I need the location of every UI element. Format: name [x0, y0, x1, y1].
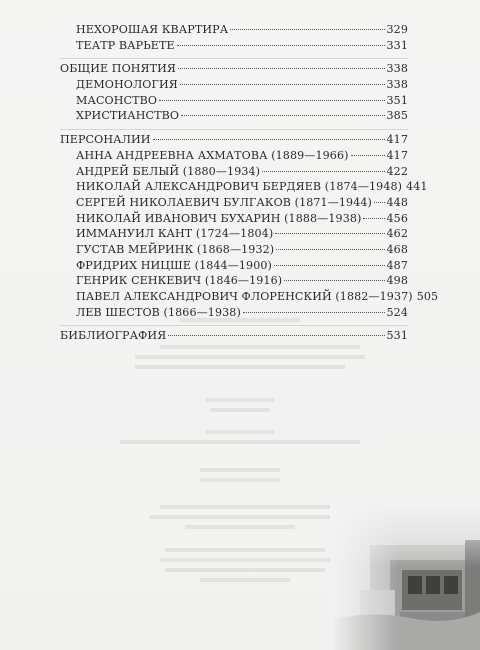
- toc-entry-title: СЕРГЕЙ НИКОЛАЕВИЧ БУЛГАКОВ (1871—1944): [76, 195, 372, 209]
- toc-entry: [60, 23, 408, 39]
- toc-section-title: ПЕРСОНАЛИИ: [60, 133, 151, 147]
- toc-section-title: БИБЛИОГРАФИЯ: [60, 329, 167, 343]
- toc-entry-title: АНДРЕЙ БЕЛЫЙ (1880—1934): [76, 164, 261, 178]
- toc-entry-title: МАСОНСТВО: [76, 93, 158, 107]
- bleed-through-line: [205, 398, 275, 402]
- toc-entry-title: ГУСТАВ МЕЙРИНК (1868—1932): [76, 242, 275, 256]
- toc-leader: [177, 45, 385, 46]
- toc-section-page: 531: [386, 329, 408, 343]
- toc-entry-title: ФРИДРИХ НИЦШЕ (1844—1900): [76, 258, 272, 272]
- bleed-through-line: [160, 505, 340, 509]
- toc-entry-title: ГЕНРИК СЕНКЕВИЧ (1846—1916): [76, 274, 283, 288]
- toc-entry-page: 505: [416, 290, 439, 303]
- bleed-through-line: [185, 525, 295, 529]
- toc-entry: [60, 39, 408, 55]
- tram-photo-illustration: [330, 500, 480, 650]
- table-of-contents: [60, 23, 439, 345]
- toc-entry-title: ТЕАТР ВАРЬЕТЕ: [76, 38, 175, 52]
- toc-entry-title: АННА АНДРЕЕВНА АХМАТОВА (1889—1966): [76, 148, 349, 162]
- toc-entry-page: 417: [386, 148, 408, 162]
- bleed-through-line: [135, 365, 345, 369]
- toc-leader: [159, 100, 384, 101]
- toc-entry-title: НИКОЛАЙ ИВАНОВИЧ БУХАРИН (1888—1938): [76, 211, 362, 225]
- toc-entry: [60, 212, 408, 228]
- toc-entry-page: 468: [386, 242, 408, 256]
- toc-section-title: ОБЩИЕ ПОНЯТИЯ: [60, 62, 176, 76]
- toc-entry: [60, 149, 408, 165]
- toc-entry-page: 524: [386, 305, 408, 319]
- toc-section-page: 417: [386, 133, 408, 147]
- toc-entry-page: 441: [406, 180, 428, 194]
- toc-leader: [363, 218, 384, 219]
- bleed-through-line: [165, 568, 325, 572]
- toc-leader: [153, 139, 385, 140]
- toc-entry-page: 448: [386, 195, 408, 209]
- toc-entry-title: ДЕМОНОЛОГИЯ: [76, 78, 178, 92]
- toc-leader: [243, 312, 385, 313]
- toc-leader: [180, 84, 385, 85]
- toc-entry: [60, 243, 408, 259]
- bleed-through-line: [120, 440, 360, 444]
- toc-entry-title: ИММАНУИЛ КАНТ (1724—1804): [76, 227, 274, 241]
- bleed-through-line: [160, 345, 360, 349]
- bleed-through-line: [165, 548, 325, 552]
- section-divider: [60, 58, 408, 59]
- toc-entry: [60, 94, 408, 110]
- toc-entry: [60, 165, 408, 181]
- toc-entry: [60, 227, 408, 243]
- toc-entry: [60, 180, 428, 196]
- toc-entry: [60, 78, 408, 94]
- toc-entry-title: ХРИСТИАНСТВО: [76, 109, 180, 123]
- toc-entry-page: 456: [386, 211, 408, 225]
- toc-leader: [284, 280, 384, 281]
- bleed-through-line: [200, 578, 290, 582]
- toc-leader: [230, 29, 384, 30]
- toc-leader: [181, 115, 385, 116]
- bleed-through-line: [200, 468, 280, 472]
- toc-entry: [60, 306, 408, 322]
- toc-entry-page: 331: [386, 38, 408, 52]
- bleed-through-line: [200, 478, 280, 482]
- toc-entry: [60, 274, 408, 290]
- bleed-through-line: [160, 558, 330, 562]
- toc-section: [60, 133, 408, 149]
- section-divider: [60, 325, 408, 326]
- toc-entry-title: ЛЕВ ШЕСТОВ (1866—1938): [76, 305, 241, 319]
- toc-entry: [60, 196, 408, 212]
- toc-leader: [274, 265, 385, 266]
- toc-section: [60, 329, 408, 345]
- toc-entry-page: 462: [386, 227, 408, 241]
- toc-entry-page: 351: [386, 93, 408, 107]
- toc-section: [60, 62, 408, 78]
- toc-entry: [60, 109, 408, 125]
- toc-leader: [178, 68, 385, 69]
- toc-entry-title: НЕХОРОШАЯ КВАРТИРА: [76, 23, 229, 36]
- bleed-through-line: [150, 515, 350, 519]
- toc-entry-title: НИКОЛАЙ АЛЕКСАНДРОВИЧ БЕРДЯЕВ (1874—1948): [76, 180, 403, 194]
- toc-entry-title: ПАВЕЛ АЛЕКСАНДРОВИЧ ФЛОРЕНСКИЙ (1882—1937): [76, 290, 413, 303]
- toc-entry-page: 422: [386, 164, 408, 178]
- toc-leader: [168, 335, 384, 336]
- toc-leader: [351, 155, 385, 156]
- bleed-through-line: [210, 408, 270, 412]
- bleed-through-line: [205, 430, 275, 434]
- toc-entry-page: 487: [386, 258, 408, 272]
- toc-leader: [276, 249, 384, 250]
- toc-entry: [60, 259, 408, 275]
- toc-leader: [374, 202, 385, 203]
- toc-entry-page: 329: [386, 23, 408, 36]
- toc-entry-page: 385: [386, 109, 408, 123]
- toc-leader: [262, 171, 384, 172]
- toc-entry-page: 498: [386, 274, 408, 288]
- section-divider: [60, 129, 408, 130]
- toc-entry-page: 338: [386, 78, 408, 92]
- toc-leader: [275, 233, 384, 234]
- bleed-through-line: [135, 355, 365, 359]
- toc-section-page: 338: [386, 62, 408, 76]
- toc-entry: [60, 290, 439, 306]
